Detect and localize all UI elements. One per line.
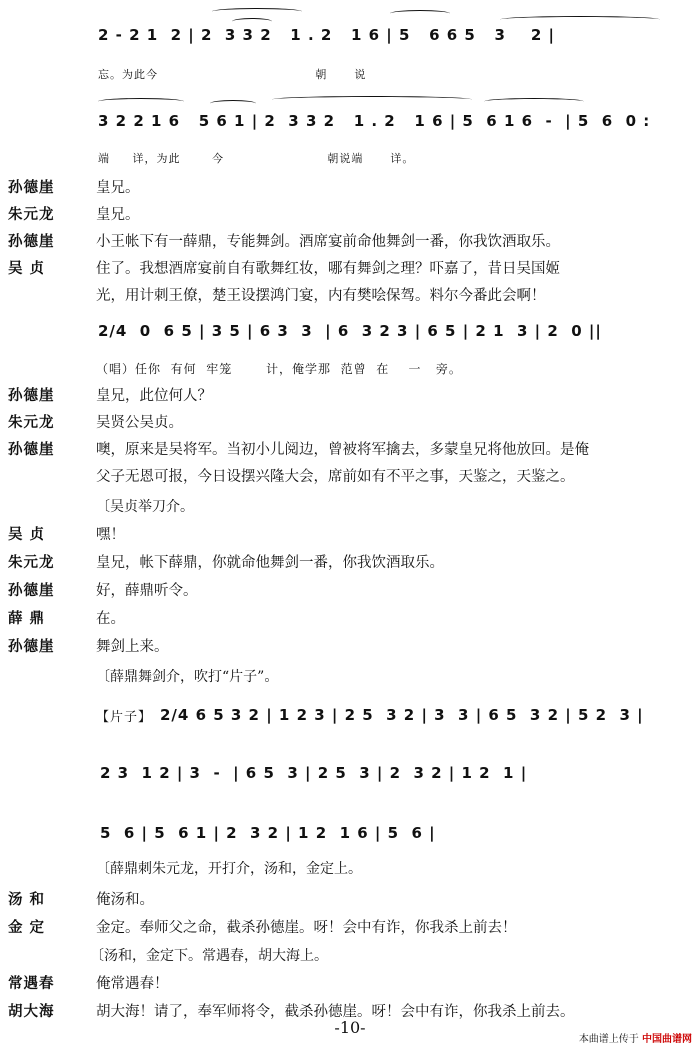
speech: 俺常遇春！ <box>96 976 169 992</box>
speech: 俺汤和。 <box>96 892 154 908</box>
slur <box>272 96 472 103</box>
notation-line: 2/4 0 6 5 | 3 5 | 6 3 3 | 6 3 2 3 | 6 5 | 2 1 3 | 2 0 || <box>98 322 602 340</box>
site-logo[interactable]: 中国曲谱网 <box>642 1034 692 1045</box>
notation-line: 2 - 2 1 2 | 2 3 3 2 1 . 2 1 6 | 5 6 6 5 3 2 | <box>98 26 556 44</box>
watermark <box>579 1030 692 1045</box>
notation-line: 2 3 1 2 | 3 - | 6 5 3 | 2 5 3 | 2 3 2 | 1 2 1 | <box>100 764 528 782</box>
speaker: 金 定 <box>8 920 46 936</box>
speaker: 朱元龙 <box>8 207 55 223</box>
speaker: 孙德崖 <box>8 388 55 404</box>
speech: 吴贤公吴贞。 <box>96 415 183 431</box>
dialogue-line <box>8 230 694 255</box>
dialogue-line <box>8 635 694 660</box>
slur <box>98 98 184 105</box>
dialogue-line <box>8 384 694 409</box>
slur <box>210 100 256 107</box>
dialogue-line <box>8 579 694 604</box>
dialogue-block-3 <box>8 523 694 663</box>
slur <box>232 18 272 25</box>
stage-direction: 〔吴贞举刀介。 <box>96 499 194 515</box>
page-number: -10- <box>334 1018 366 1037</box>
slur <box>390 10 450 17</box>
speech: 胡大海！请了，奉军师将令，截杀孙德崖。呀！会中有诈，你我杀上前去。 <box>96 1004 575 1020</box>
dialogue-line <box>8 607 694 632</box>
dialogue-line <box>8 551 694 576</box>
dialogue-block-4 <box>8 888 694 944</box>
speech: 金定。奉师父之命，截杀孙德崖。呀！会中有诈，你我杀上前去！ <box>96 920 517 936</box>
speech: 噢，原来是吴将军。当初小儿阅边，曾被将军擒去，多蒙皇兄将他放回。是俺 <box>96 442 589 458</box>
lyric-line: 忘。为此今 朝 说 <box>98 68 367 81</box>
lyric-line: 端 详，为此 今 朝说端 详。 <box>98 152 415 165</box>
dialogue-line <box>8 972 694 997</box>
dialogue-line <box>8 176 694 201</box>
speech: 皇兄，帐下薛鼎，你就命他舞剑一番，你我饮酒取乐。 <box>96 555 444 571</box>
speaker: 孙德崖 <box>8 234 55 250</box>
notation-line: 3 2 2 1 6 5 6 1 | 2 3 3 2 1 . 2 1 6 | 5 6 1 6 - | 5 6 0 : <box>98 112 651 130</box>
speech: 舞剑上来。 <box>96 639 169 655</box>
speech-continued: 父子无恩可报，今日设摆兴隆大会，席前如有不平之事，天鉴之，天鉴之。 <box>96 469 575 485</box>
dialogue-line <box>8 438 694 492</box>
speech: 皇兄，此位何人？ <box>96 388 212 404</box>
speaker: 朱元龙 <box>8 415 55 431</box>
speaker: 孙德崖 <box>8 639 55 655</box>
speaker: 孙德崖 <box>8 180 55 196</box>
dialogue-line <box>8 257 694 311</box>
speaker: 吴 贞 <box>8 527 46 543</box>
dialogue-line <box>8 523 694 548</box>
speech: 在。 <box>96 611 125 627</box>
speaker: 朱元龙 <box>8 555 55 571</box>
speaker: 常遇春 <box>8 976 55 992</box>
credit-text: 本曲谱上传于 <box>578 1034 639 1045</box>
slur <box>484 98 584 105</box>
speech: 嘿！ <box>96 527 125 543</box>
dialogue-line <box>8 203 694 228</box>
speech-continued: 光，用计刺王僚，楚王设摆鸿门宴，内有樊哙保驾。料尔今番此会啊！ <box>96 288 546 304</box>
speaker: 薛 鼎 <box>8 611 46 627</box>
dialogue-line <box>8 411 694 436</box>
notation-line: 5 6 | 5 6 1 | 2 3 2 | 1 2 1 6 | 5 6 | <box>100 824 436 842</box>
speech: 好，薛鼎听令。 <box>96 583 198 599</box>
speech: 住了。我想酒席宴前自有歌舞红妆，哪有舞剑之理？吓嘉了，昔日吴国姬 <box>96 261 560 277</box>
slur <box>500 16 660 23</box>
speaker: 汤 和 <box>8 892 46 908</box>
pianzi-label: 【片子】 <box>96 710 153 725</box>
dialogue-block-1 <box>8 176 694 326</box>
speech: 皇兄。 <box>96 180 140 196</box>
slur <box>212 8 302 15</box>
dialogue-line <box>8 888 694 913</box>
speaker: 吴 贞 <box>8 261 46 277</box>
dialogue-block-2 <box>8 384 694 494</box>
stage-direction: 〔汤和，金定下。常遇春，胡大海上。 <box>90 948 328 964</box>
dialogue-line <box>8 916 694 941</box>
stage-direction: 〔薛鼎刺朱元龙，开打介，汤和，金定上。 <box>96 861 362 877</box>
speech: 小王帐下有一薛鼎，专能舞剑。酒席宴前命他舞剑一番，你我饮酒取乐。 <box>96 234 560 250</box>
lyric-line: （唱）任你 有何 牢笼 计，俺学那 范曾 在 一 旁。 <box>96 362 462 376</box>
speaker: 孙德崖 <box>8 442 55 458</box>
speech: 皇兄。 <box>96 207 140 223</box>
stage-direction: 〔薛鼎舞剑介，吹打“片子”。 <box>96 669 279 685</box>
notation-line: 2/4 6 5 3 2 | 1 2 3 | 2 5 3 2 | 3 3 | 6 5 3 2 | 5 2 3 | <box>160 706 644 724</box>
speaker: 胡大海 <box>8 1004 55 1020</box>
speaker: 孙德崖 <box>8 583 55 599</box>
